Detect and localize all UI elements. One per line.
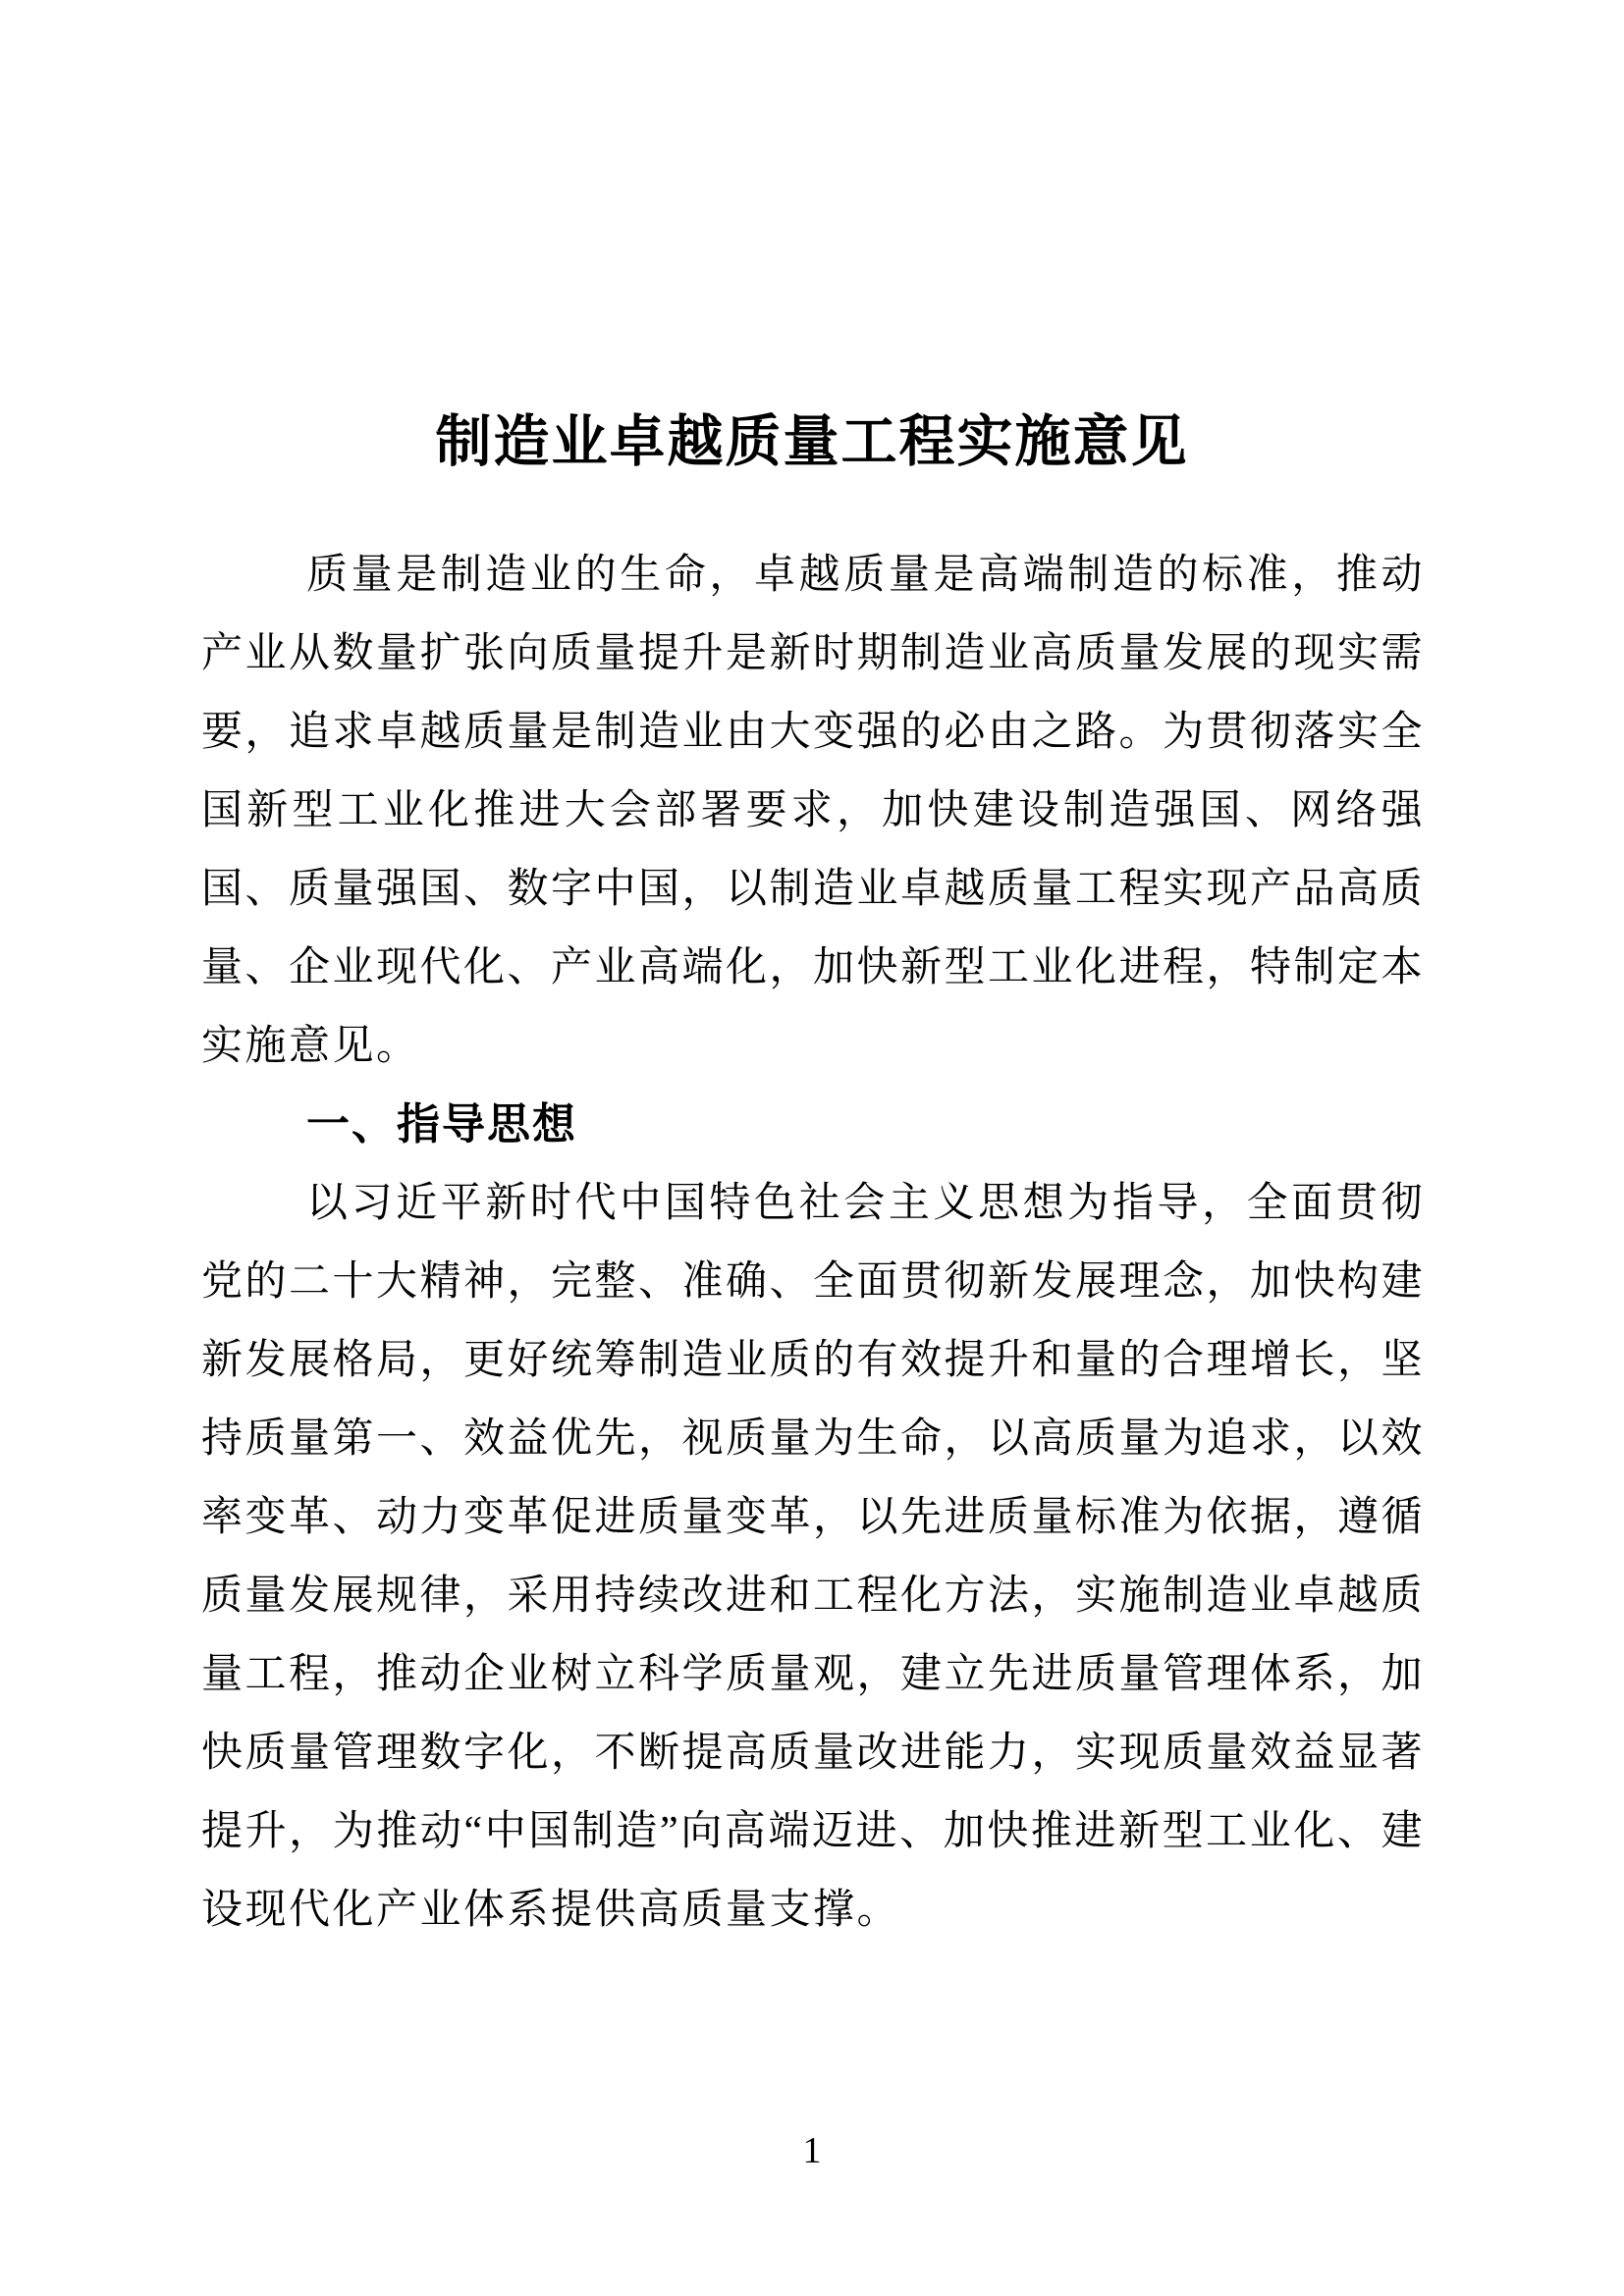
document-body [201, 536, 1425, 1949]
page-number: 1 [802, 2130, 822, 2171]
section-heading: 一、指导思想 [306, 1100, 577, 1148]
intro-paragraph: 质量是制造业的生命，卓越质量是高端制造的标准，推动产业从数量扩张向质量提升是新时期制造业高质量发展的现实需要，追求卓越质量是制造业由大变强的必由之路。为贯彻落实全国新型工业化推进大会部署要求，加快建设制造强国、网络强国、质量强国、数字中国，以制造业卓越质量工程实现产品高质量、企业现代化、产业高端化，加快新型工业化进程，特制定本实施意见。 [201, 553, 1426, 1069]
section-paragraph: 以习近平新时代中国特色社会主义思想为指导，全面贯彻党的二十大精神，完整、准确、全面贯彻新发展理念，加快构建新发展格局，更好统筹制造业质的有效提升和量的合理增长，坚持质量第一、效益优先，视质量为生命，以高质量为追求，以效率变革、动力变革促进质量变革，以先进质量标准为依据，遵循质量发展规律，采用持续改进和工程化方法，实施制造业卓越质量工程，推动企业树立科学质量观，建立先进质量管理体系，加快质量管理数字化，不断提高质量改进能力，实现质量效益显著提升，为推动“中国制造”向高端迈进、加快推进新型工业化、建设现代化产业体系提供高质量支撑。 [201, 1181, 1426, 1933]
document-title: 制造业卓越质量工程实施意见 [435, 410, 1189, 474]
